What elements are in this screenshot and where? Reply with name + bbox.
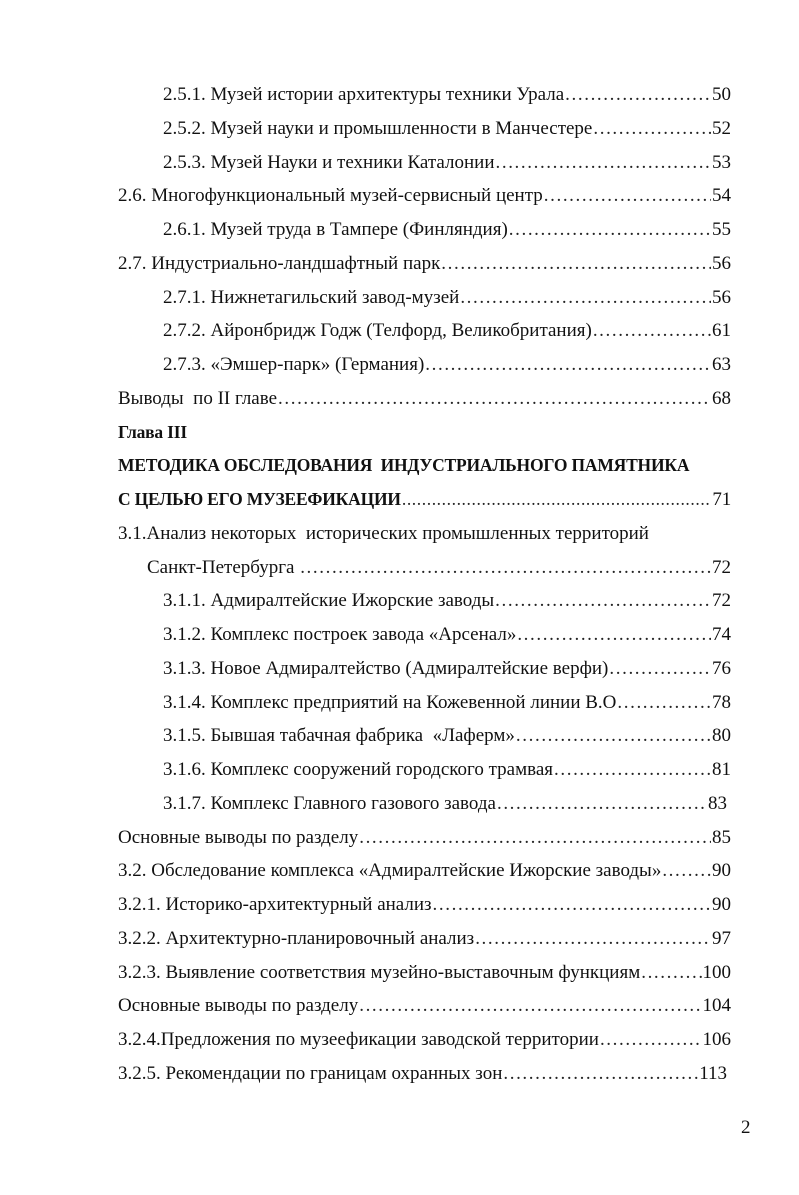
toc-entry[interactable] [0, 787, 799, 821]
toc-entry-title: 3.1.5. Бывшая табачная фабрика «Лаферм» [163, 725, 515, 747]
toc-entry-title: 2.6.1. Музей труда в Тампере (Финляндия) [163, 219, 508, 240]
toc-entry-page: 90 [712, 894, 731, 915]
toc-entry-page: 56 [712, 252, 731, 274]
dot-leader [662, 854, 711, 888]
toc-entry-page: 63 [712, 354, 731, 375]
dot-leader [554, 753, 711, 787]
toc-entry-title: 2.5.2. Музей науки и промышленности в Манчестере [163, 117, 593, 139]
toc-entry-title: 2.5.3. Музей Науки и техники Каталонии [163, 151, 495, 173]
toc-entry-page: 80 [712, 725, 731, 747]
toc-entry-page: 74 [712, 624, 731, 645]
toc-entry-title: 2.7.1. Нижнетагильский завод-музей [163, 286, 460, 308]
toc-entry-page: 81 [712, 759, 731, 780]
toc-entry-title: 2.7.2. Айронбридж Годж (Телфорд, Великобритания) [163, 320, 592, 342]
toc-entry-title: Основные выводы по разделу [118, 826, 359, 848]
toc-entry-page: 85 [712, 826, 731, 848]
dot-leader [460, 281, 711, 315]
dot-leader [593, 314, 711, 348]
toc-entry-page: 71 [712, 489, 731, 510]
toc-entry-title: 3.1.Анализ некоторых исторических промышленных территорий [118, 522, 649, 544]
page-number: 2 [741, 1117, 751, 1138]
toc-entry-continuation[interactable] [0, 551, 799, 585]
toc-entry-title: Выводы по II главе [118, 387, 278, 409]
toc-entry[interactable] [0, 348, 799, 382]
dot-leader [516, 719, 711, 753]
toc-entry[interactable] [0, 584, 799, 618]
toc-entry-page: 50 [712, 84, 731, 105]
toc-entry-title: 3.1.7. Комплекс Главного газового завода [163, 792, 496, 814]
toc-entry-page: 78 [712, 691, 731, 713]
toc-entry[interactable] [0, 888, 799, 922]
dot-leader [565, 78, 711, 112]
dot-leader [517, 618, 711, 652]
toc-entry-title: 3.2. Обследование комплекса «Адмиралтейские Ижорские заводы» [118, 860, 662, 882]
toc-entry-page: 72 [712, 590, 731, 612]
toc-entry-page: 52 [712, 117, 731, 139]
toc-entry-title: 3.2.2. Архитектурно-планировочный анализ [118, 927, 475, 949]
toc-entry[interactable] [0, 281, 799, 315]
toc-entry-page: 56 [712, 286, 731, 308]
toc-entry-title: 3.2.3. Выявление соответствия музейно-выставочным функциям [118, 961, 641, 983]
toc-entry-title: 2.7.3. «Эмшер-парк» (Германия) [163, 354, 425, 375]
dot-leader [359, 821, 711, 855]
toc-entry[interactable] [0, 78, 799, 112]
toc-entry[interactable] [0, 821, 799, 855]
chapter-label: Глава III [118, 421, 187, 442]
toc-entry-title: 3.1.2. Комплекс построек завода «Арсенал» [163, 624, 517, 645]
chapter-title [0, 449, 799, 483]
toc-entry[interactable] [0, 247, 799, 281]
toc-entry[interactable] [0, 989, 799, 1023]
toc-entry[interactable] [0, 1023, 799, 1057]
dot-leader [475, 922, 711, 956]
toc-entry-page: 106 [702, 1029, 731, 1050]
dot-leader [433, 888, 711, 922]
toc-entry-title: Основные выводы по разделу [118, 995, 359, 1017]
toc-entry[interactable] [0, 753, 799, 787]
toc-entry-page: 104 [702, 995, 731, 1017]
dot-leader [495, 584, 711, 618]
toc-entry-title: 3.1.6. Комплекс сооружений городского трамвая [163, 759, 554, 780]
dot-leader [641, 956, 701, 990]
dot-leader [609, 652, 711, 686]
dot-leader [278, 382, 711, 416]
table-of-contents [0, 78, 799, 1091]
toc-entry-title: 3.2.4.Предложения по музеефикации заводской территории [118, 1029, 599, 1050]
toc-entry[interactable] [0, 854, 799, 888]
dot-leader [425, 348, 711, 382]
dot-leader [593, 112, 711, 146]
toc-entry[interactable] [0, 686, 799, 720]
toc-entry-title: 2.7. Индустриально-ландшафтный парк [118, 252, 441, 274]
toc-entry[interactable] [0, 956, 799, 990]
toc-entry-title: 3.1.1. Адмиралтейские Ижорские заводы [163, 590, 495, 612]
toc-entry-title: 2.6. Многофункциональный музей-сервисный центр [118, 185, 543, 207]
toc-entry-page: 72 [712, 556, 731, 578]
toc-entry[interactable] [0, 146, 799, 180]
toc-entry-title: 3.1.3. Новое Адмиралтейство (Адмиралтейские верфи) [163, 657, 609, 679]
toc-entry-page: 90 [712, 860, 731, 882]
toc-entry[interactable] [0, 382, 799, 416]
dot-leader [441, 247, 711, 281]
toc-entry[interactable] [0, 213, 799, 247]
chapter-title-line-1: МЕТОДИКА ОБСЛЕДОВАНИЯ ИНДУСТРИАЛЬНОГО ПАМЯТНИКА [118, 455, 690, 476]
toc-entry-title: 2.5.1. Музей истории архитектуры техники Урала [163, 84, 565, 105]
toc-entry[interactable] [0, 1057, 799, 1091]
dot-leader [496, 146, 712, 180]
toc-entry-page: 97 [712, 927, 731, 949]
dot-leader [497, 787, 707, 821]
toc-entry[interactable] [0, 179, 799, 213]
chapter-title-line-2: С ЦЕЛЬЮ ЕГО МУЗЕЕФИКАЦИИ [118, 489, 401, 509]
toc-entry[interactable] [0, 719, 799, 753]
dot-leader [402, 483, 712, 517]
dot-leader [359, 989, 701, 1023]
toc-entry-page: 76 [712, 657, 731, 679]
toc-entry[interactable] [0, 112, 799, 146]
toc-entry[interactable] [0, 517, 799, 551]
toc-entry-title: 3.2.1. Историко-архитектурный анализ [118, 894, 432, 915]
toc-entry-title: 3.2.5. Рекомендации по границам охранных зон [118, 1062, 503, 1084]
dot-leader [544, 179, 711, 213]
dot-leader [600, 1023, 702, 1057]
toc-entry-title: Санкт-Петербурга [147, 556, 300, 578]
toc-entry-page: 53 [712, 151, 731, 173]
dot-leader [509, 213, 711, 247]
dot-leader [503, 1057, 698, 1091]
chapter-heading [0, 416, 799, 450]
toc-entry-page: 83 [708, 792, 727, 814]
dot-leader [300, 551, 711, 585]
toc-entry[interactable] [0, 314, 799, 348]
toc-entry-page: 100 [702, 961, 731, 983]
toc-entry[interactable] [0, 618, 799, 652]
dot-leader [617, 686, 711, 720]
toc-entry[interactable] [0, 922, 799, 956]
toc-entry[interactable] [0, 652, 799, 686]
toc-entry-page: 55 [712, 219, 731, 240]
toc-entry[interactable] [0, 483, 799, 517]
toc-entry-title: 3.1.4. Комплекс предприятий на Кожевенной линии В.О [163, 691, 617, 713]
toc-entry-page: 113 [699, 1062, 727, 1084]
toc-entry-page: 68 [712, 387, 731, 409]
toc-entry-page: 54 [712, 185, 731, 207]
toc-entry-page: 61 [712, 320, 731, 342]
